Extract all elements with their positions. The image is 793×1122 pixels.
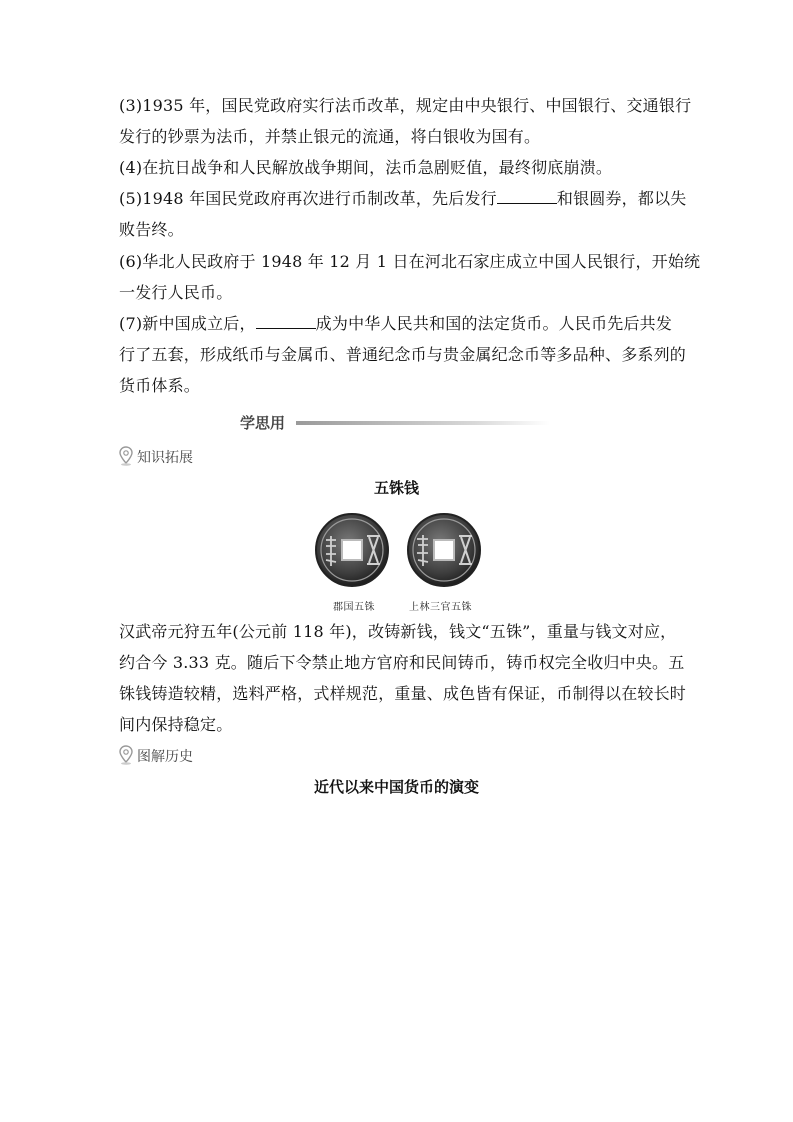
paragraph-7-line-1 [119,314,679,334]
paragraph-7-text-a: (7)新中国成立后， [119,314,256,333]
currency-evolution-title: 近代以来中国货币的演变 [313,778,479,796]
wuzhu-text-line-1: 汉武帝元狩五年(公元前 118 年)，改铸新钱，钱文“五铢”，重量与钱文对应， [119,622,677,641]
wuzhu-text-line-3: 铢钱铸造较精，选料严格，式样规范，重量、成色皆有保证，币制得以在较长时 [119,684,687,703]
coin-caption-right: 上林三官五铢 [409,602,472,613]
location-pin-icon [118,446,134,466]
shanglin-wuzhu-coin [408,514,480,586]
wuzhu-coin-title: 五铢钱 [373,479,419,497]
paragraph-6-line-1: (6)华北人民政府于 1948 年 12 月 1 日在河北石家庄成立中国人民银行，开始统 [119,252,701,271]
paragraph-5-text-a: (5)1948 年国民党政府再次进行币制改革，先后发行 [119,189,497,208]
paragraph-5-line-2: 败告终。 [119,220,184,239]
location-pin-icon [118,745,134,765]
section-title: 学思用 [240,414,286,432]
diagram-tag-label: 图解历史 [137,749,193,765]
paragraph-5-line-1 [119,189,687,209]
paragraph-7-line-3: 货币体系。 [119,376,201,395]
paragraph-5-text-b: 和银圆券，都以失 [556,189,687,208]
knowledge-tag-label: 知识拓展 [137,450,193,466]
coin-caption-left: 郡国五铢 [333,602,375,613]
paragraph-7-text-b: 成为中华人民共和国的法定货币。人民币先后共发 [315,314,673,333]
fill-in-blank-2[interactable] [256,314,316,329]
wuzhu-text-line-4: 间内保持稳定。 [119,715,233,734]
paragraph-3-line-1: (3)1935 年，国民党政府实行法币改革，规定由中央银行、中国银行、交通银行 [119,96,692,115]
section-divider [296,421,550,425]
paragraph-3-line-2: 发行的钞票为法币，并禁止银元的流通，将白银收为国有。 [119,127,541,146]
paragraph-4: (4)在抗日战争和人民解放战争期间，法币急剧贬值，最终彻底崩溃。 [119,158,613,177]
fill-in-blank-1[interactable] [497,189,557,204]
paragraph-7-line-2: 行了五套，形成纸币与金属币、普通纪念币与贵金属纪念币等多品种、多系列的 [119,345,687,364]
wuzhu-text-line-2: 约合今 3.33 克。随后下令禁止地方官府和民间铸币，铸币权完全收归中央。五 [119,653,685,672]
junguo-wuzhu-coin [316,514,388,586]
paragraph-6-line-2: 一发行人民币。 [119,283,233,302]
